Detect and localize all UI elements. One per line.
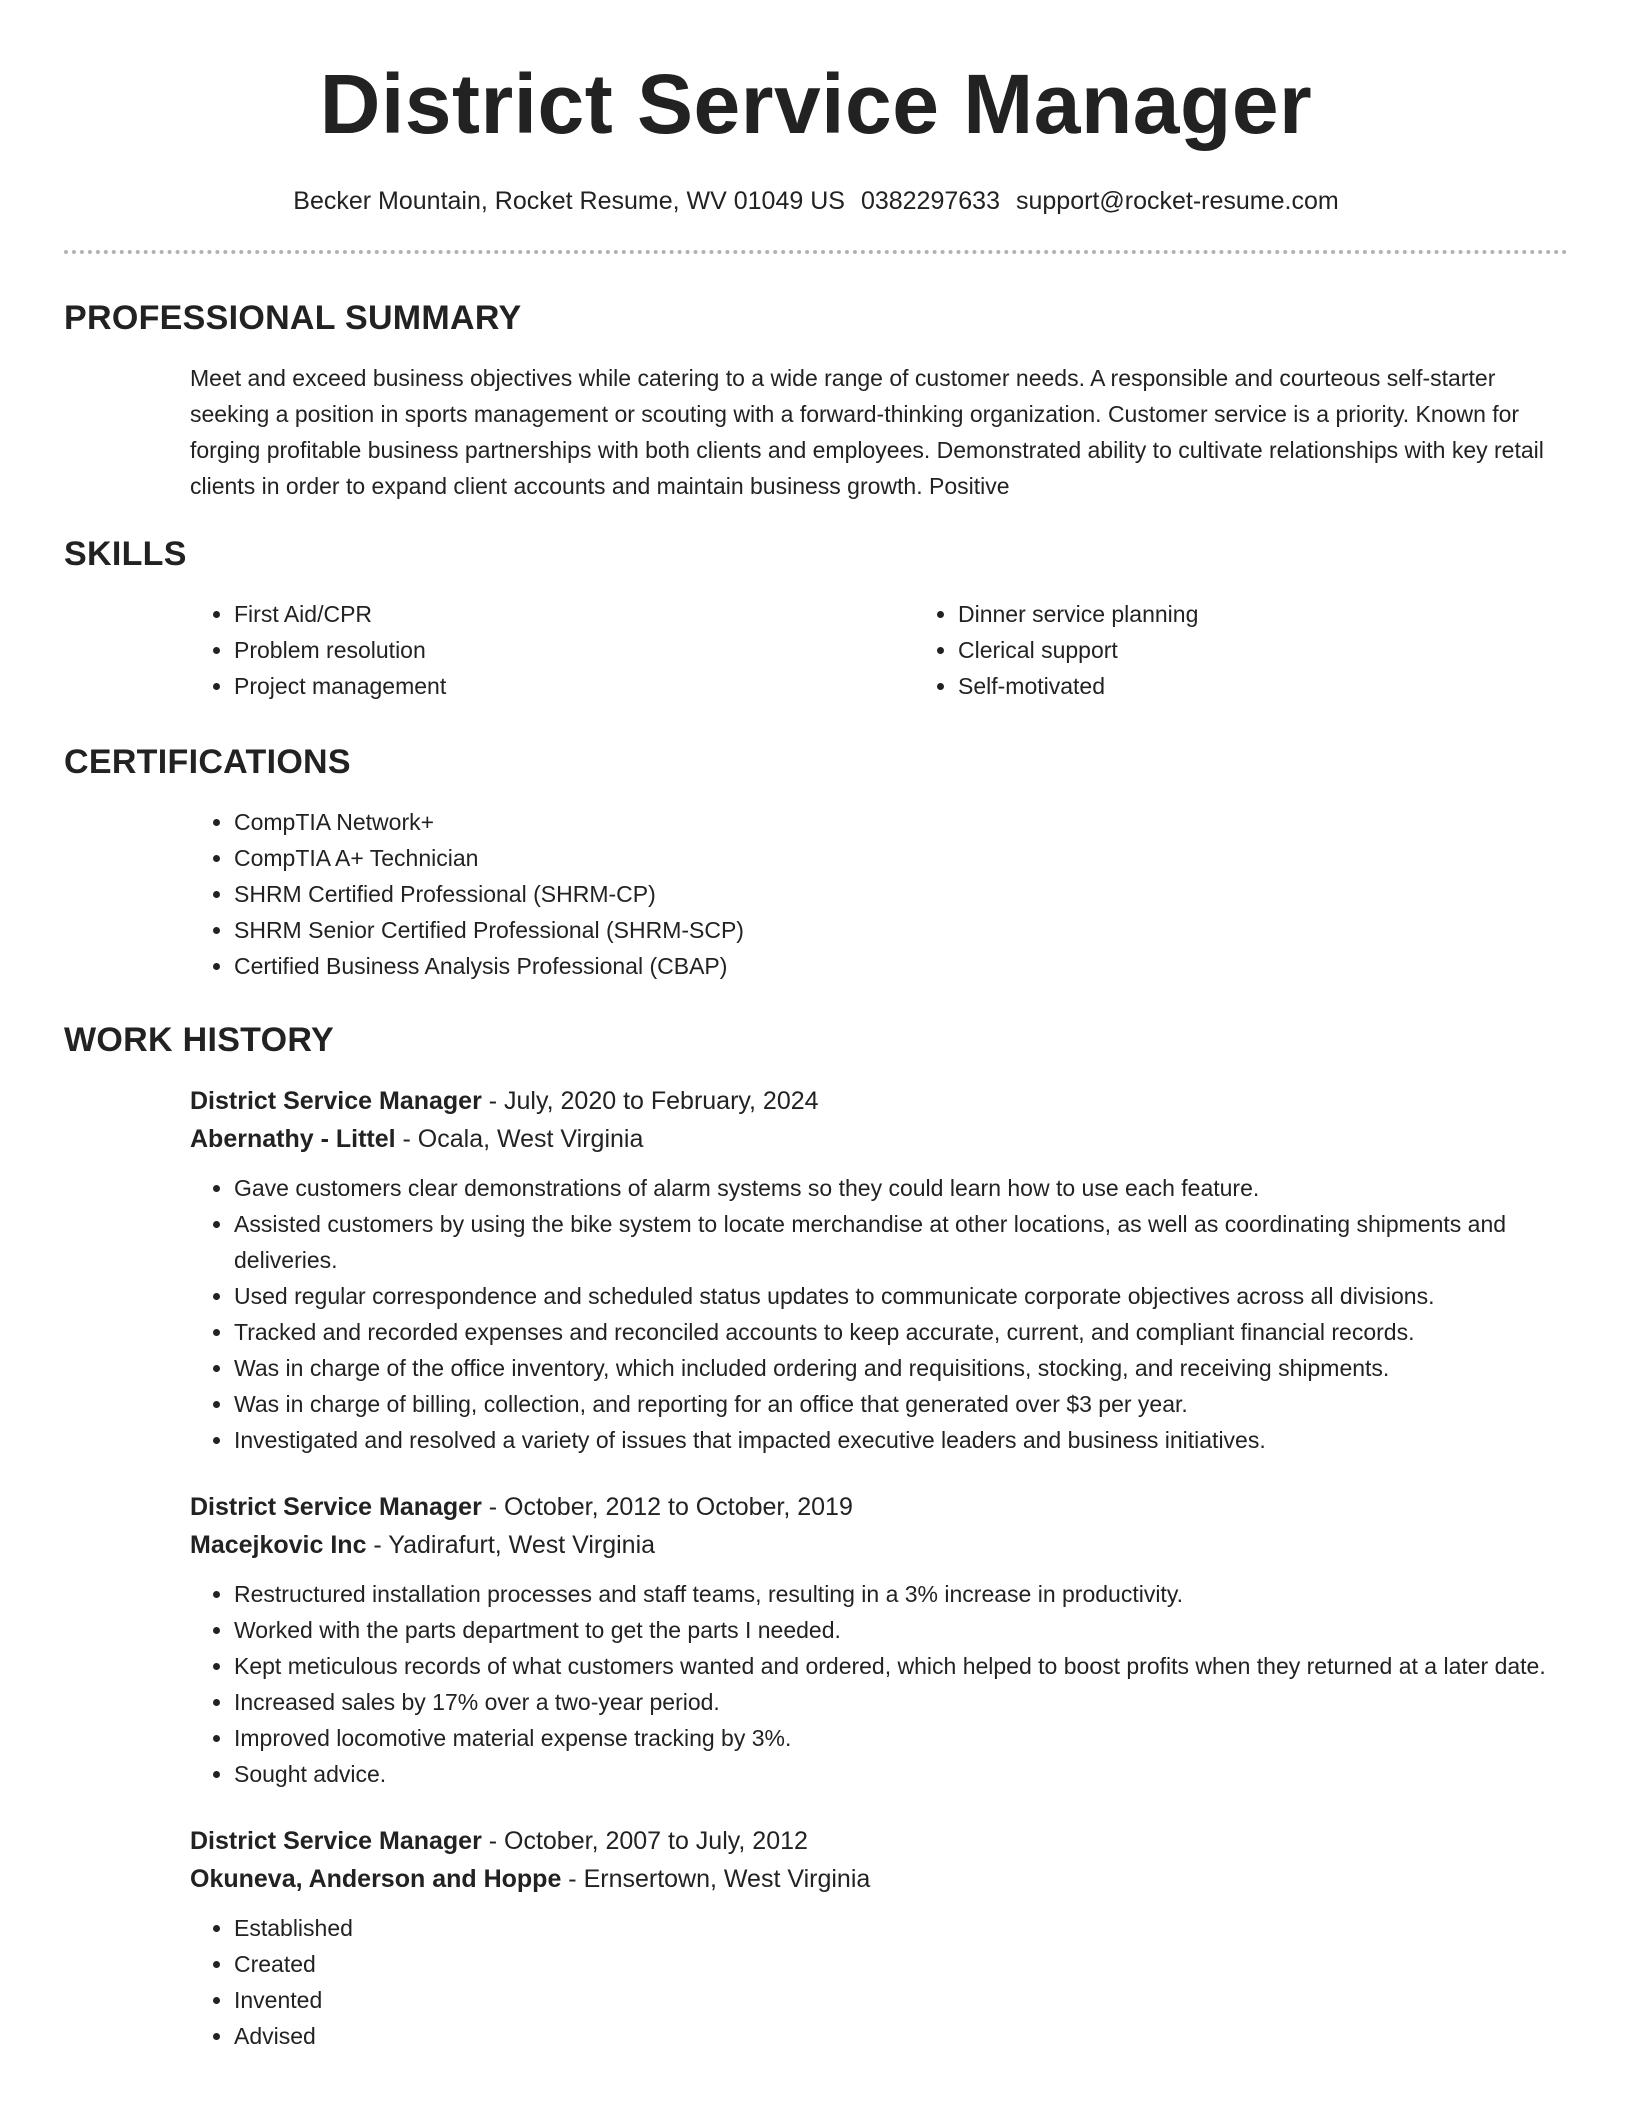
job-company-line: [190, 1860, 1548, 1898]
job-bullet: • Kept meticulous records of what customers wanted and ordered, which helped to boost profits when they returned at a later date.: [234, 1648, 1548, 1684]
job-role: District Service Manager: [190, 1493, 482, 1521]
section-work-history: [0, 1020, 1632, 2054]
job-bullet: • Increased sales by 17% over a two-year period.: [234, 1684, 1548, 1720]
section-title-skills: SKILLS: [64, 535, 187, 573]
job-title-line: [190, 1488, 1548, 1526]
skill-item: • Dinner service planning: [958, 596, 1632, 632]
job-title-line: [190, 1082, 1548, 1120]
section-certifications: [0, 742, 1632, 984]
skill-item: • First Aid/CPR: [234, 596, 914, 632]
skills-list-left: [190, 596, 914, 704]
job-bullet: • Restructured installation processes and staff teams, resulting in a 3% increase in productivity.: [234, 1576, 1548, 1612]
job-location: - Yadirafurt, West Virginia: [366, 1531, 656, 1559]
job-bullet: • Was in charge of the office inventory, which included ordering and requisitions, stocking, and receiving shipments.: [234, 1350, 1548, 1386]
job-bullet: • Sought advice.: [234, 1756, 1548, 1792]
certification-item: • SHRM Senior Certified Professional (SHRM-SCP): [234, 912, 1548, 948]
job-dates: - July, 2020 to February, 2024: [481, 1087, 819, 1115]
section-skills: [0, 534, 1632, 704]
certification-item: • CompTIA Network+: [234, 804, 1548, 840]
job-bullet: • Tracked and recorded expenses and reconciled accounts to keep accurate, current, and compliant financial records.: [234, 1314, 1548, 1350]
job-dates: - October, 2012 to October, 2019: [481, 1493, 853, 1521]
section-title-certifications: CERTIFICATIONS: [64, 743, 351, 781]
job-company: Abernathy - Littel: [190, 1125, 396, 1153]
job-role: District Service Manager: [190, 1827, 482, 1855]
job-entry: [190, 1822, 1548, 2054]
certification-item: • SHRM Certified Professional (SHRM-CP): [234, 876, 1548, 912]
job-company: Okuneva, Anderson and Hoppe: [190, 1865, 562, 1893]
job-bullet: • Was in charge of billing, collection, and reporting for an office that generated over $3 per year.: [234, 1386, 1548, 1422]
resume-header: [0, 0, 1632, 216]
job-company-line: [190, 1120, 1548, 1158]
skills-list-right: [914, 596, 1632, 704]
job-bullet: • Assisted customers by using the bike system to locate merchandise at other locations, as well as coordinating shipments and deliveries.: [234, 1206, 1548, 1278]
job-bullet: • Gave customers clear demonstrations of alarm systems so they could learn how to use each feature.: [234, 1170, 1548, 1206]
job-bullet: • Advised: [234, 2018, 1548, 2054]
certification-item: • CompTIA A+ Technician: [234, 840, 1548, 876]
job-bullet: • Investigated and resolved a variety of issues that impacted executive leaders and business initiatives.: [234, 1422, 1548, 1458]
job-bullets: [190, 1576, 1548, 1792]
job-location: - Ernsertown, West Virginia: [561, 1865, 871, 1893]
job-entry: [190, 1488, 1548, 1792]
skill-item: • Problem resolution: [234, 632, 914, 668]
job-entry: [190, 1082, 1548, 1458]
job-bullet: • Used regular correspondence and scheduled status updates to communicate corporate objectives across all divisions.: [234, 1278, 1548, 1314]
certifications-list: [190, 804, 1548, 984]
certification-item: • Certified Business Analysis Professional (CBAP): [234, 948, 1548, 984]
job-role: District Service Manager: [190, 1087, 482, 1115]
job-bullet: • Improved locomotive material expense tracking by 3%.: [234, 1720, 1548, 1756]
contact-phone: 0382297633: [860, 187, 1000, 215]
summary-text: Meet and exceed business objectives while catering to a wide range of customer needs. A responsible and courteous self-starter seeking a position in sports management or scouting with a forward-thinking organization. Customer service is a priority. Known for forging profitable business partnerships with both clients and employees. Demonstrated ability to cultivate relationships with key retail clients in order to expand client accounts and maintain business growth. Positive: [190, 365, 1544, 499]
section-title-work-history: WORK HISTORY: [64, 1021, 334, 1059]
resume-name: District Service Manager: [319, 57, 1313, 151]
job-location: - Ocala, West Virginia: [395, 1125, 644, 1153]
section-title-summary: PROFESSIONAL SUMMARY: [64, 299, 522, 337]
job-dates: - October, 2007 to July, 2012: [481, 1827, 808, 1855]
job-title-line: [190, 1822, 1548, 1860]
job-bullet: • Established: [234, 1910, 1548, 1946]
job-company-line: [190, 1526, 1548, 1564]
job-bullet: • Worked with the parts department to get the parts I needed.: [234, 1612, 1548, 1648]
skill-item: • Self-motivated: [958, 668, 1632, 704]
skills-grid: [190, 596, 1548, 704]
job-bullets: [190, 1910, 1548, 2054]
skill-item: • Clerical support: [958, 632, 1632, 668]
job-bullets: [190, 1170, 1548, 1458]
contact-line: [0, 186, 1632, 216]
job-bullet: • Created: [234, 1946, 1548, 1982]
contact-address: Becker Mountain, Rocket Resume, WV 01049 US: [293, 187, 845, 215]
job-bullet: • Invented: [234, 1982, 1548, 2018]
job-company: Macejkovic Inc: [190, 1531, 367, 1559]
contact-email: support@rocket-resume.com: [1015, 187, 1339, 215]
skill-item: • Project management: [234, 668, 914, 704]
header-divider: [64, 250, 1568, 254]
section-summary: [0, 298, 1632, 504]
